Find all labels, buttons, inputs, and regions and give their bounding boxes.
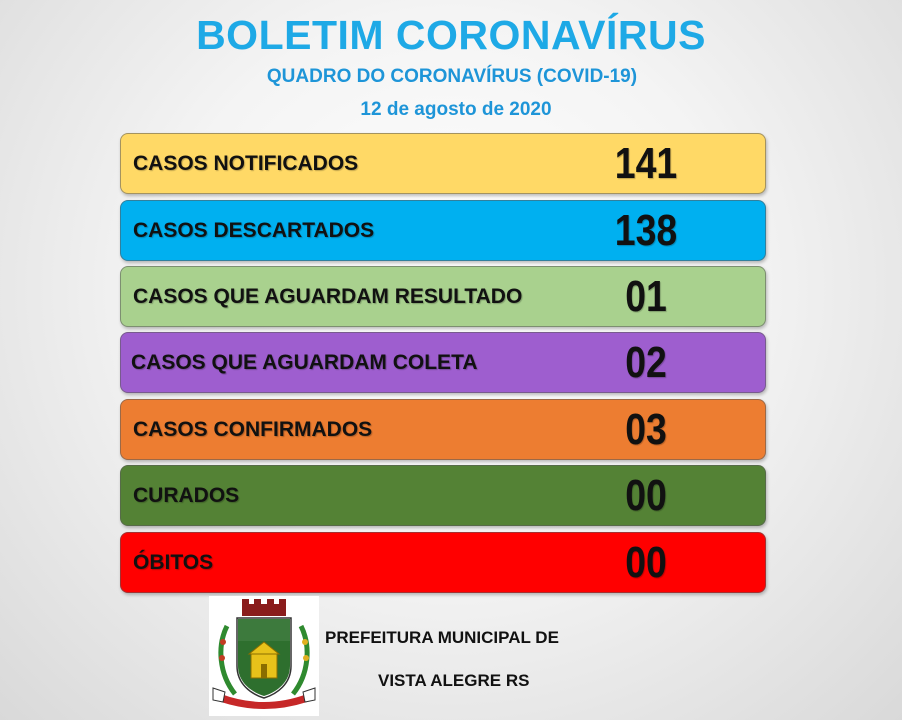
row-label: CASOS QUE AGUARDAM COLETA — [131, 350, 478, 374]
row-obitos — [120, 532, 766, 593]
row-casos-confirmados — [120, 399, 766, 460]
row-label: CASOS CONFIRMADOS — [133, 417, 373, 441]
row-aguardam-resultado — [120, 266, 766, 327]
row-value: 141 — [614, 138, 678, 188]
row-label: CASOS NOTIFICADOS — [133, 151, 359, 175]
row-label: CASOS DESCARTADOS — [133, 218, 375, 242]
row-casos-descartados — [120, 200, 766, 261]
row-aguardam-coleta — [120, 332, 766, 393]
footer-line-1: PREFEITURA MUNICIPAL DE — [325, 628, 559, 647]
row-value: 00 — [625, 537, 667, 587]
row-label: CURADOS — [133, 483, 240, 507]
bulletin-subtitle: QUADRO DO CORONAVÍRUS (COVID-19) — [266, 66, 638, 87]
row-label: ÓBITOS — [133, 550, 214, 574]
row-value: 138 — [614, 205, 678, 255]
row-label: CASOS QUE AGUARDAM RESULTADO — [133, 284, 523, 308]
logo-box — [209, 596, 319, 716]
footer-line-2: VISTA ALEGRE RS — [378, 671, 530, 690]
row-value: 01 — [625, 271, 667, 321]
row-value: 03 — [625, 404, 667, 454]
row-curados — [120, 465, 766, 526]
row-value: 02 — [625, 337, 667, 387]
row-casos-notificados — [120, 133, 766, 194]
row-value: 00 — [625, 470, 667, 520]
municipal-coat-of-arms-icon — [209, 596, 319, 716]
bulletin-title: BOLETIM CORONAVÍRUS — [196, 12, 706, 58]
bulletin-date: 12 de agosto de 2020 — [360, 99, 552, 120]
